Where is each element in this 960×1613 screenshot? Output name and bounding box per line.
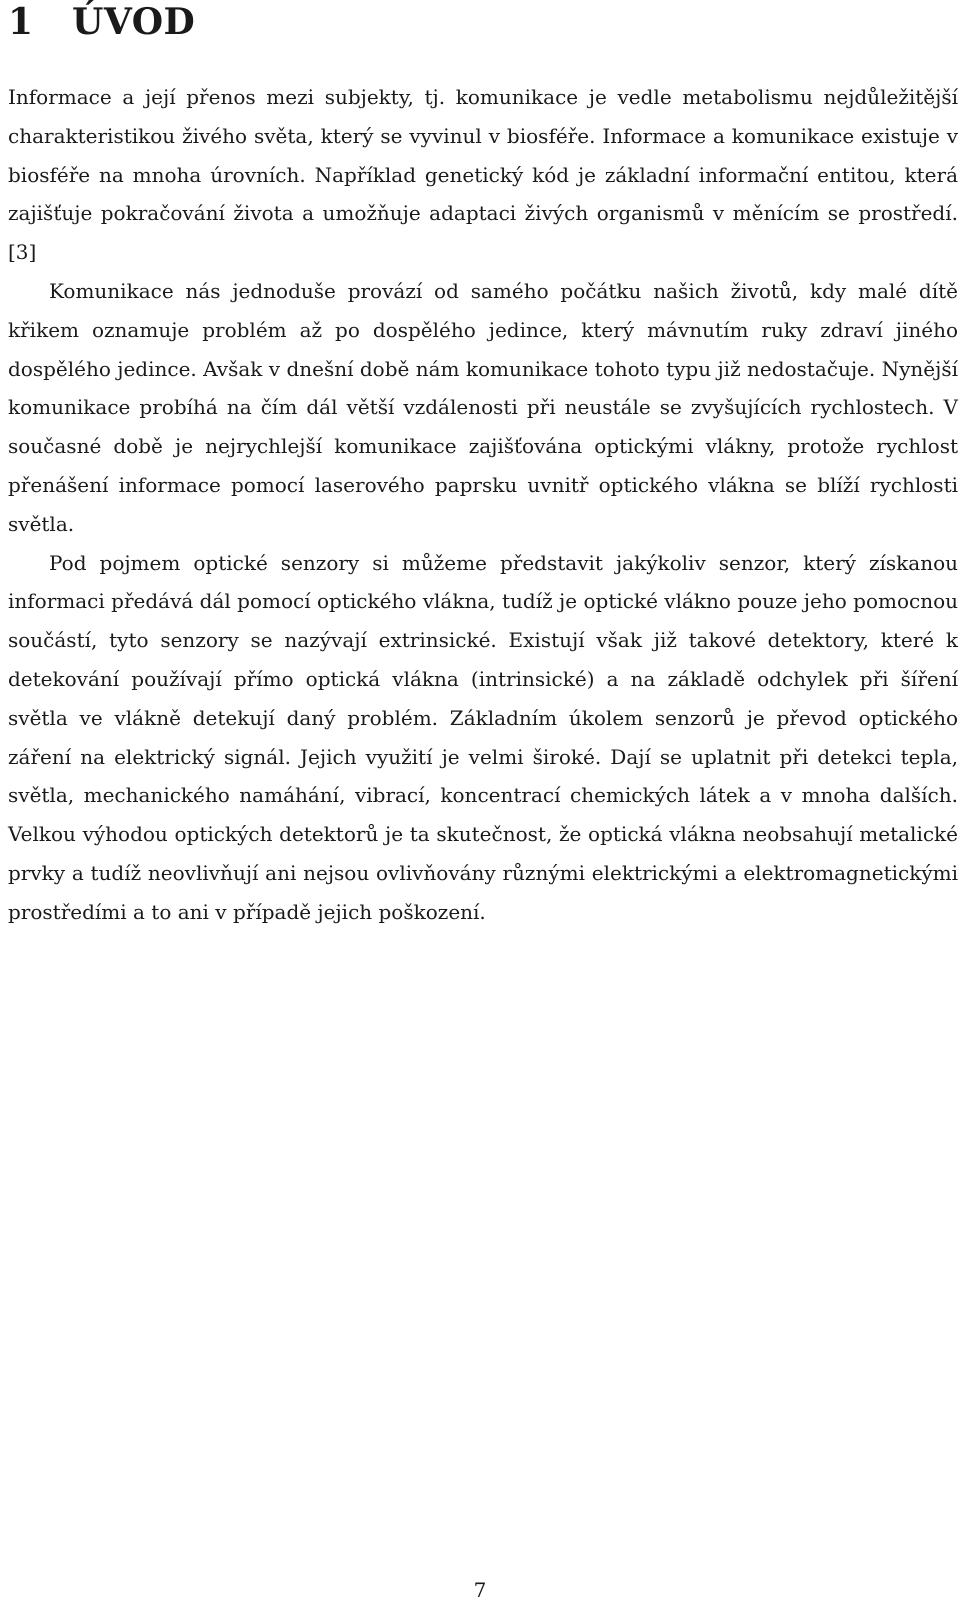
section-heading <box>8 0 195 44</box>
paragraph-communication: Komunikace nás jednoduše provází od samého počátku našich životů, kdy malé dítě křikem oznamuje problém až po dospělého jedince, který mávnutím ruky zdraví jiného dospělého jedince. Avšak v dnešní době nám komunikace tohoto typu již nedostačuje. Nynější komunikace probíhá na čím dál větší vzdálenosti při neustále se zvyšujících rychlostech. V současné době je nejrychlejší komunikace zajišťována optickými vlákny, protože rychlost přenášení informace pomocí laserového paprsku uvnitř optického vlákna se blíží rychlosti světla. <box>8 278 958 536</box>
paragraph-optical-sensors: Pod pojmem optické senzory si můžeme představit jakýkoliv senzor, který získanou informaci předává dál pomocí optického vlákna, tudíž je optické vlákno pouze jeho pomocnou součástí, tyto senzory se nazývají extrinsické. Existují však již takové detektory, které k detekování používají přímo optická vlákna (intrinsické) a na základě odchylek při šíření světla ve vlákně detekují daný problém. Základním úkolem senzorů je převod optického záření na elektrický signál. Jejich využití je velmi široké. Dají se uplatnit při detekci tepla, světla, mechanického namáhání, vibrací, koncentrací chemických látek a v mnoha dalších. Velkou výhodou optických detektorů je ta skutečnost, že optická vlákna neobsahují metalické prvky a tudíž neovlivňují ani nejsou ovlivňovány různými elektrickými a elektromagnetickými prostředími a to ani v případě jejich poškození. <box>8 550 958 924</box>
section-title: ÚVOD <box>72 1 196 43</box>
paragraph-intro: Informace a její přenos mezi subjekty, tj. komunikace je vedle metabolismu nejdůležitější charakteristikou živého světa, který se vyvinul v biosféře. Informace a komunikace existuje v biosféře na mnoha úrovních. Například genetický kód je základní informační entitou, která zajišťuje pokračování života a umožňuje adaptaci živých organismů v měnícím se prostředí.[3] <box>8 85 958 265</box>
page-number: 7 <box>473 1578 487 1602</box>
section-number: 1 <box>8 1 34 43</box>
body-text <box>8 78 958 932</box>
